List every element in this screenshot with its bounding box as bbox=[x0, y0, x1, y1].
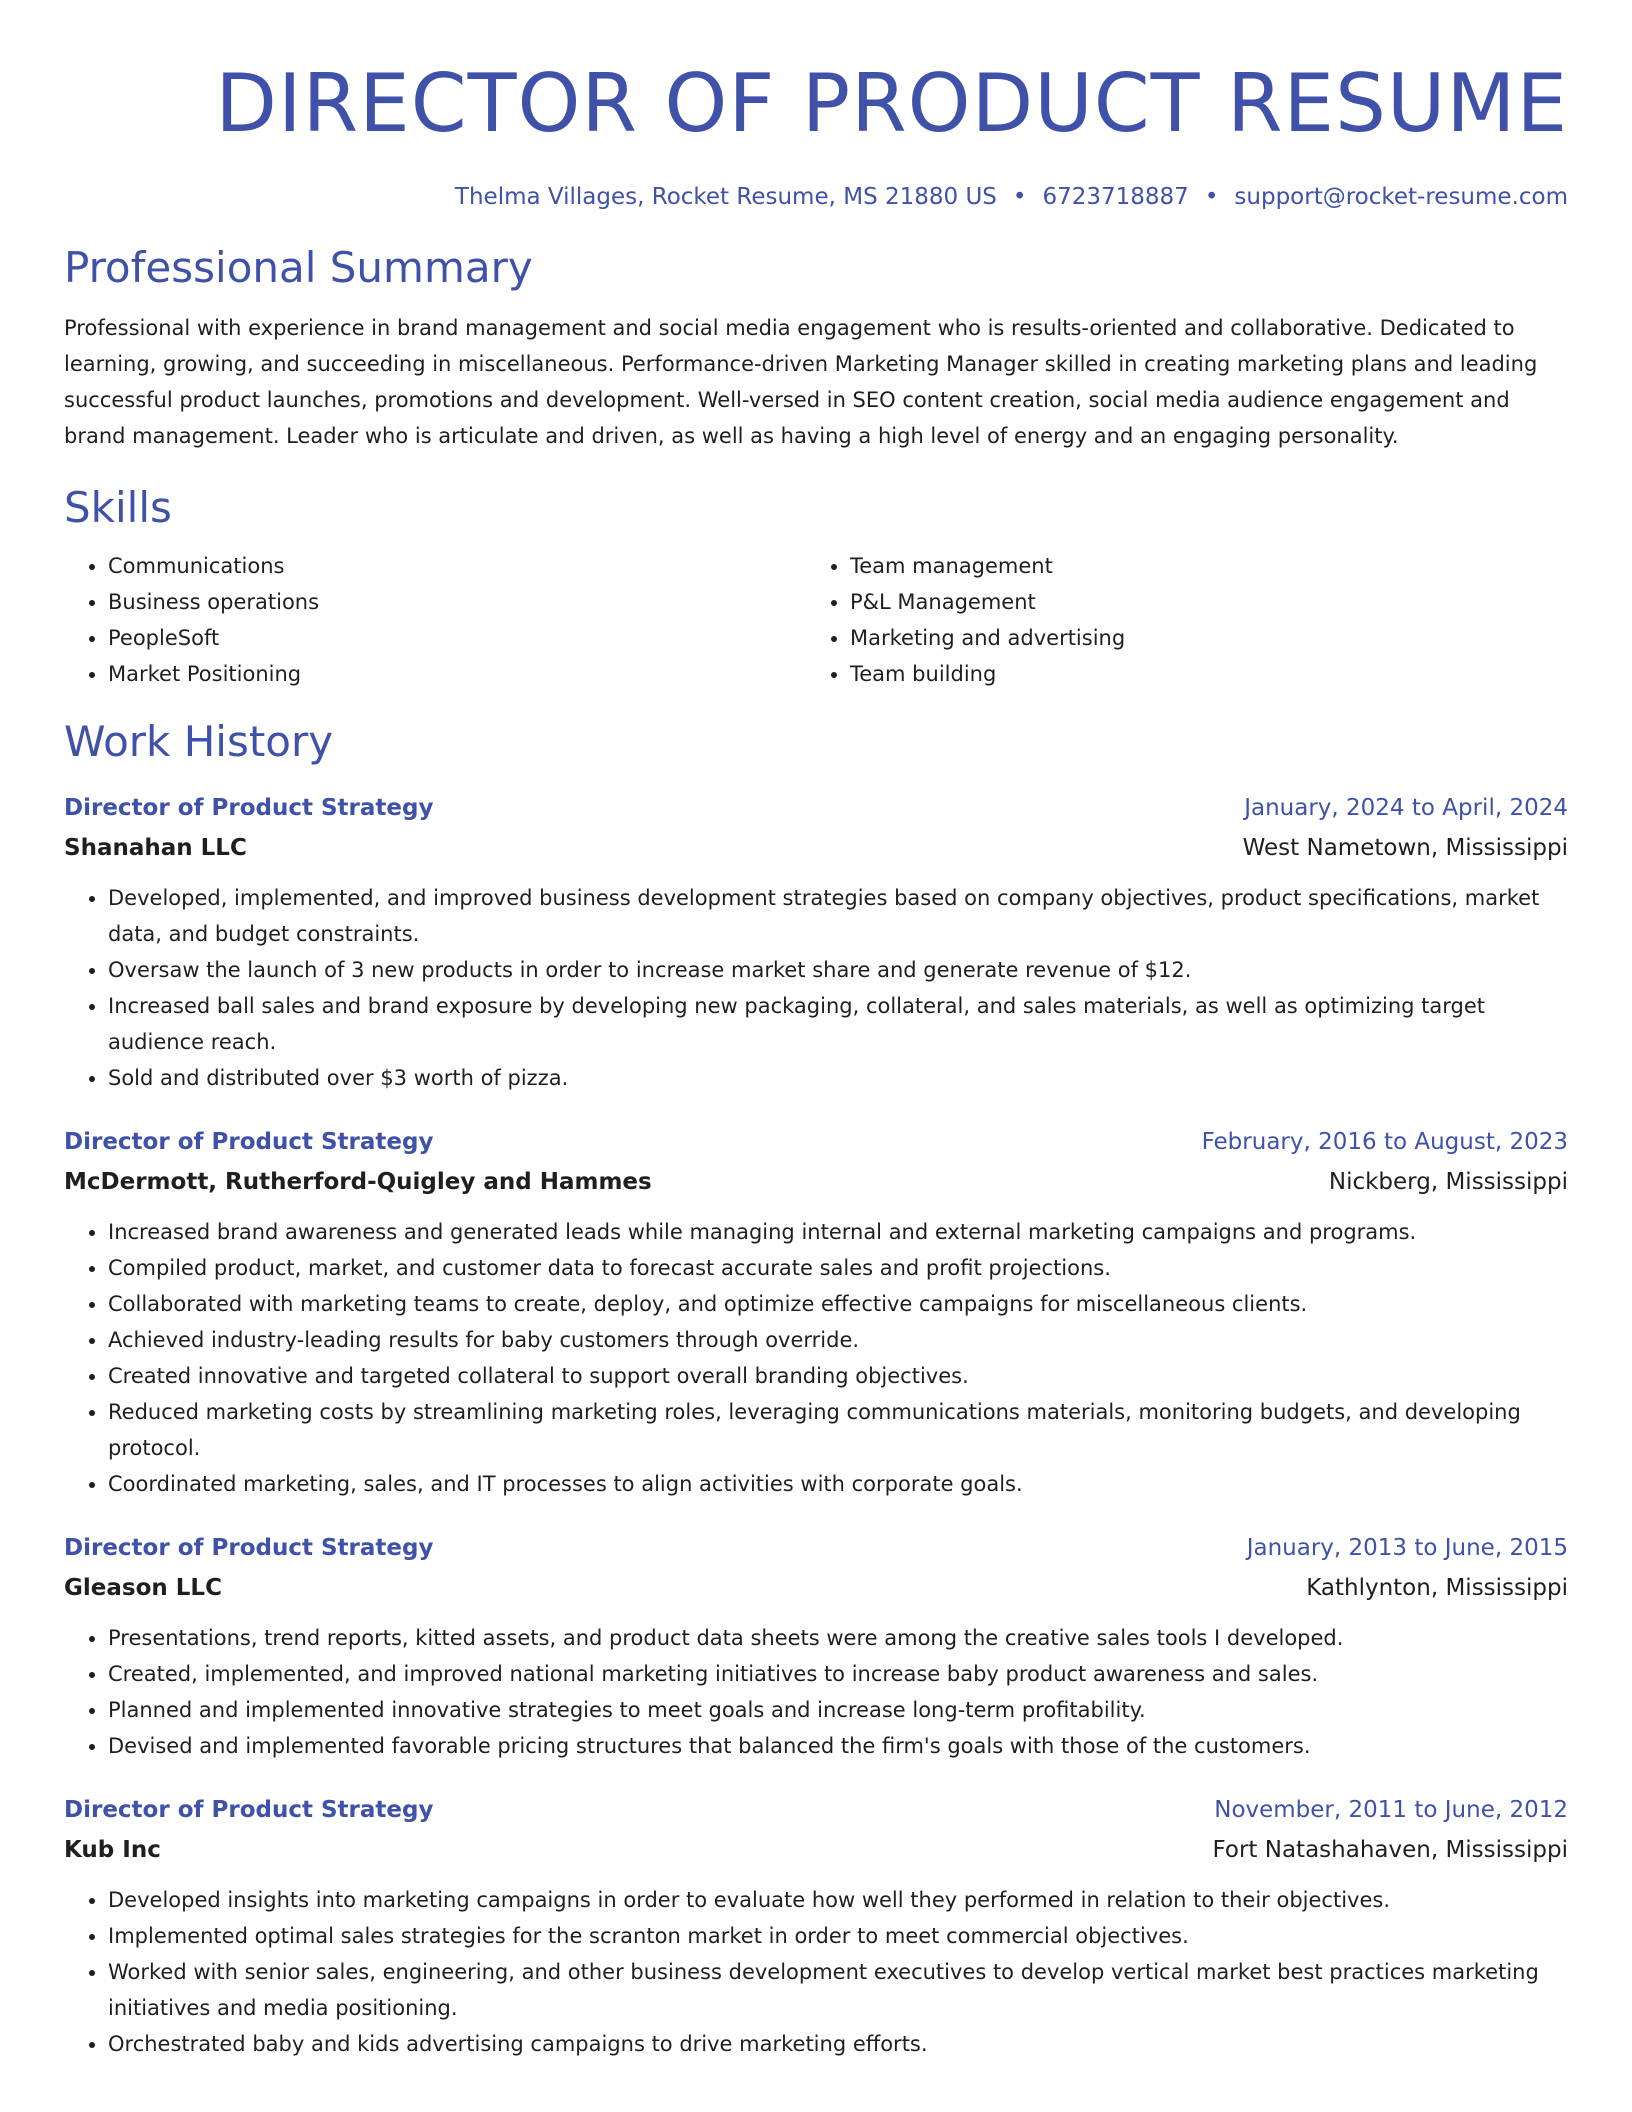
job-location: Kathlynton, Mississippi bbox=[1306, 1575, 1568, 1601]
contact-email: support@rocket-resume.com bbox=[1234, 184, 1568, 210]
contact-phone: 6723718887 bbox=[1042, 184, 1189, 210]
contact-separator: • bbox=[1204, 184, 1219, 210]
job-title: Director of Product Strategy bbox=[64, 1797, 434, 1823]
job-bullet: • Collaborated with marketing teams to create, deploy, and optimize effective campaigns for miscellaneous clients. bbox=[108, 1286, 1568, 1322]
job-location: West Nametown, Mississippi bbox=[1242, 835, 1568, 861]
job-bullet: • Developed, implemented, and improved business development strategies based on company objectives, product specifications, market data, and budget constraints. bbox=[108, 880, 1568, 952]
skill-item: • P&L Management bbox=[850, 584, 1548, 620]
job-bullet: • Planned and implemented innovative strategies to meet goals and increase long-term profitability. bbox=[108, 1692, 1568, 1728]
job-company: Kub Inc bbox=[64, 1837, 161, 1863]
skill-item: • Marketing and advertising bbox=[850, 620, 1548, 656]
job-bullet: • Achieved industry-leading results for baby customers through override. bbox=[108, 1322, 1568, 1358]
job-bullet: • Devised and implemented favorable pricing structures that balanced the firm's goals with those of the customers. bbox=[108, 1728, 1568, 1764]
job-bullet: • Presentations, trend reports, kitted assets, and product data sheets were among the creative sales tools I developed. bbox=[108, 1620, 1568, 1656]
job-bullet: • Sold and distributed over $3 worth of pizza. bbox=[108, 1060, 1568, 1096]
job-bullets bbox=[64, 1620, 1568, 1764]
job-entry bbox=[64, 1122, 1568, 1502]
job-title: Director of Product Strategy bbox=[64, 1535, 434, 1561]
resume-page bbox=[64, 0, 1568, 2062]
skill-item: • Communications bbox=[108, 548, 806, 584]
job-location: Nickberg, Mississippi bbox=[1328, 1169, 1568, 1195]
job-bullet: • Worked with senior sales, engineering, and other business development executives to develop vertical market best practices marketing initiatives and media positioning. bbox=[108, 1954, 1568, 2026]
job-bullets bbox=[64, 880, 1568, 1096]
skill-item: • Market Positioning bbox=[108, 656, 806, 692]
work-history-heading: Work History bbox=[64, 717, 334, 766]
job-company: Shanahan LLC bbox=[64, 835, 247, 861]
job-bullets bbox=[64, 1882, 1568, 2062]
job-dates: January, 2013 to June, 2015 bbox=[1246, 1535, 1568, 1561]
job-bullet: • Reduced marketing costs by streamlining marketing roles, leveraging communications materials, monitoring budgets, and developing protocol. bbox=[108, 1394, 1568, 1466]
job-company: Gleason LLC bbox=[64, 1575, 222, 1601]
job-entry bbox=[64, 1528, 1568, 1764]
job-dates: November, 2011 to June, 2012 bbox=[1214, 1797, 1568, 1823]
resume-title: DIRECTOR OF PRODUCT RESUME bbox=[215, 57, 1568, 150]
skills-heading: Skills bbox=[64, 483, 172, 532]
job-bullet: • Developed insights into marketing campaigns in order to evaluate how well they performed in relation to their objectives. bbox=[108, 1882, 1568, 1918]
job-entry bbox=[64, 1790, 1568, 2062]
skill-item: • Business operations bbox=[108, 584, 806, 620]
job-entry bbox=[64, 788, 1568, 1096]
contact-separator: • bbox=[1012, 184, 1027, 210]
job-location: Fort Natashahaven, Mississippi bbox=[1212, 1837, 1568, 1863]
job-bullet: • Created, implemented, and improved national marketing initiatives to increase baby product awareness and sales. bbox=[108, 1656, 1568, 1692]
job-bullet: • Increased brand awareness and generated leads while managing internal and external marketing campaigns and programs. bbox=[108, 1214, 1568, 1250]
skills-grid bbox=[64, 548, 1568, 692]
summary-heading: Professional Summary bbox=[64, 243, 533, 292]
job-bullet: • Increased ball sales and brand exposure by developing new packaging, collateral, and sales materials, as well as optimizing target audience reach. bbox=[108, 988, 1568, 1060]
job-bullet: • Coordinated marketing, sales, and IT processes to align activities with corporate goals. bbox=[108, 1466, 1568, 1502]
skill-item: • PeopleSoft bbox=[108, 620, 806, 656]
job-bullet: • Oversaw the launch of 3 new products in order to increase market share and generate revenue of $12. bbox=[108, 952, 1568, 988]
contact-line bbox=[64, 182, 1568, 212]
skills-column-left bbox=[64, 548, 806, 692]
job-bullets bbox=[64, 1214, 1568, 1502]
skill-item: • Team building bbox=[850, 656, 1548, 692]
job-bullet: • Orchestrated baby and kids advertising campaigns to drive marketing efforts. bbox=[108, 2026, 1568, 2062]
job-title: Director of Product Strategy bbox=[64, 795, 434, 821]
job-bullet: • Compiled product, market, and customer data to forecast accurate sales and profit projections. bbox=[108, 1250, 1568, 1286]
job-bullet: • Implemented optimal sales strategies for the scranton market in order to meet commercial objectives. bbox=[108, 1918, 1568, 1954]
contact-address: Thelma Villages, Rocket Resume, MS 21880 US bbox=[454, 184, 997, 210]
job-title: Director of Product Strategy bbox=[64, 1129, 434, 1155]
job-dates: January, 2024 to April, 2024 bbox=[1244, 795, 1568, 821]
job-dates: February, 2016 to August, 2023 bbox=[1201, 1129, 1568, 1155]
job-bullet: • Created innovative and targeted collateral to support overall branding objectives. bbox=[108, 1358, 1568, 1394]
summary-text: Professional with experience in brand management and social media engagement who is results-oriented and collaborative. Dedicated to learning, growing, and succeeding in miscellaneous. Performance-driven Marketing Manager skilled in creating marketing plans and leading successful product launches, promotions and development. Well-versed in SEO content creation, social media audience engagement and brand management. Leader who is articulate and driven, as well as having a high level of energy and an engaging personality. bbox=[64, 316, 1538, 448]
skill-item: • Team management bbox=[850, 548, 1548, 584]
job-company: McDermott, Rutherford-Quigley and Hammes bbox=[64, 1169, 652, 1195]
skills-column-right bbox=[806, 548, 1548, 692]
